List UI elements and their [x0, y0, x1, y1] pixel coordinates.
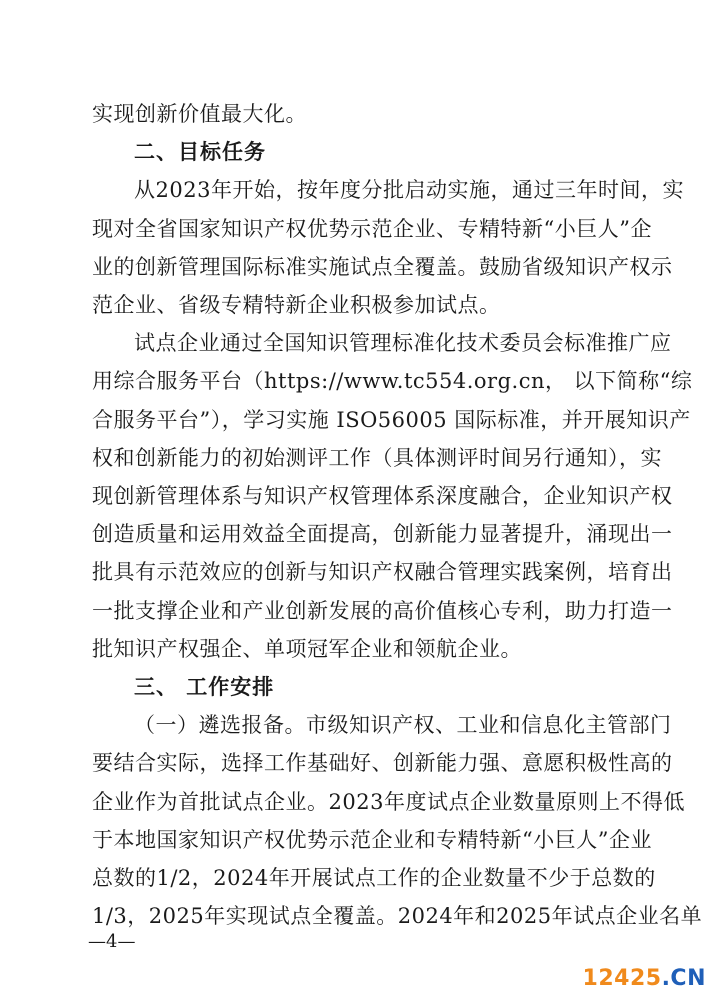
section-heading-goals: 二、目标任务 — [134, 140, 266, 164]
watermark-main: 12425 — [582, 966, 662, 991]
paragraph-line: 范企业、省级专精特新企业积极参加试点。 — [92, 293, 501, 317]
paragraph-line: 用综合服务平台（https://www.tc554.org.cn， 以下简称“综 — [92, 369, 693, 393]
paragraph-line: 现对全省国家知识产权优势示范企业、专精特新“小巨人”企 — [92, 217, 652, 241]
paragraph-line: 企业作为首批试点企业。2023年度试点企业数量原则上不得低 — [92, 790, 685, 814]
paragraph-line: （一）遴选报备。市级知识产权、工业和信息化主管部门 — [134, 713, 672, 737]
paragraph-line: 于本地国家知识产权优势示范企业和专精特新“小巨人”企业 — [92, 828, 652, 852]
paragraph-line: 合服务平台”），学习实施 ISO56005 国际标准，并开展知识产 — [92, 408, 691, 432]
watermark-suffix: .CN — [661, 966, 706, 991]
paragraph-line: 要结合实际，选择工作基础好、创新能力强、意愿积极性高的 — [92, 751, 673, 775]
section-heading-work-arrangement: 三、 工作安排 — [134, 675, 275, 699]
paragraph-line: 1/3，2025年实现试点全覆盖。2024年和2025年试点企业名单 — [92, 904, 703, 928]
page-number: —4— — [88, 931, 136, 952]
paragraph-line: 总数的1/2，2024年开展试点工作的企业数量不少于总数的 — [92, 866, 656, 890]
paragraph-line: 从2023年开始，按年度分批启动实施，通过三年时间，实 — [134, 178, 684, 202]
paragraph-line: 权和创新能力的初始测评工作（具体测评时间另行通知），实 — [92, 446, 662, 470]
paragraph-line: 创造质量和运用效益全面提高，创新能力显著提升，涌现出一 — [92, 522, 673, 546]
paragraph-line: 实现创新价值最大化。 — [92, 102, 307, 126]
paragraph-line: 一批支撑企业和产业创新发展的高价值核心专利，助力打造一 — [92, 599, 673, 623]
paragraph-line: 批具有示范效应的创新与知识产权融合管理实践案例，培育出 — [92, 560, 673, 584]
paragraph-line: 业的创新管理国际标准实施试点全覆盖。鼓励省级知识产权示 — [92, 255, 673, 279]
paragraph-line: 现创新管理体系与知识产权管理体系深度融合，企业知识产权 — [92, 484, 673, 508]
site-watermark — [583, 966, 706, 992]
paragraph-line: 试点企业通过全国知识管理标准化技术委员会标准推广应 — [134, 331, 672, 355]
paragraph-line: 批知识产权强企、单项冠军企业和领航企业。 — [92, 637, 522, 661]
